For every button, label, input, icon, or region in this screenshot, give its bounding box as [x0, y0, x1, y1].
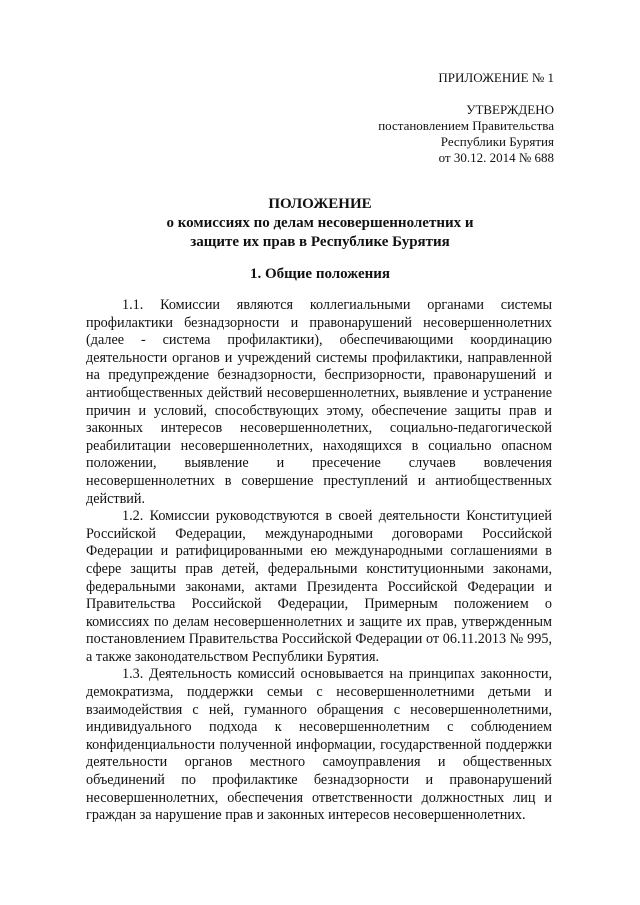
title-line-3: защите их прав в Республике Бурятия [190, 234, 450, 250]
paragraph-1-3: 1.3. Деятельность комиссий основывается на принципах законности, демократизма, поддержки семьи с несовершеннолетними детьми и взаимодействия с ней, гуманного обращения с несовершеннолетними, индивидуального подхода к несовершеннолетним с соблюдением конфиденциальности полученной информации, государственной поддержки деятельности органов местного самоуправления и общественных объединений по профилактике безнадзорности и правонарушений несовершеннолетних, обеспечения ответственности должностных лиц и граждан за нарушение прав и законных интересов несовершеннолетних. [86, 666, 552, 824]
approval-date-number: от 30.12. 2014 № 688 [438, 150, 554, 165]
title-line-2: о комиссиях по делам несовершеннолетних и [166, 215, 474, 231]
paragraph-1-2: 1.2. Комиссии руководствуются в своей деятельности Конституцией Российской Федерации, международными договорами Российской Федерации и ратифицированными ею международными соглашениями в сфере защиты прав детей, федеральными конституционными законами, федеральными законами, актами Президента Российской Федерации и Правительства Российской Федерации, Примерным положением о комиссиях по делам несовершеннолетних и защите их прав, утвержденным постановлением Правительства Российской Федерации от 06.11.2013 № 995, а также законодательством Республики Бурятия. [86, 508, 552, 665]
paragraph-1-1: 1.1. Комиссии являются коллегиальными органами системы профилактики безнадзорности и правонарушений несовершеннолетних (далее - система профилактики), обеспечивающими координацию деятельности органов и учреждений системы профилактики, направленной на предупреждение безнадзорности, беспризорности, правонарушений и антиобщественных действий несовершеннолетних, выявление и устранение причин и условий, способствующих этому, обеспечение защиты прав и законных интересов несовершеннолетних, социально-педагогической реабилитации несовершеннолетних, находящихся в социально опасном положении, выявление и пресечение случаев вовлечения несовершеннолетних в совершение преступлений и антиобщественных действий. [86, 297, 552, 507]
document-title [0, 195, 640, 252]
approval-line-1: постановлением Правительства [378, 118, 554, 133]
section-heading: 1. Общие положения [249, 266, 391, 282]
approval-line-2: Республики Бурятия [440, 134, 554, 149]
approval-block [378, 70, 554, 166]
document-body [86, 297, 552, 825]
appendix-number: ПРИЛОЖЕНИЕ № 1 [438, 70, 554, 85]
approved-label: УТВЕРЖДЕНО [466, 102, 554, 117]
title-line-1: ПОЛОЖЕНИЕ [268, 196, 372, 212]
